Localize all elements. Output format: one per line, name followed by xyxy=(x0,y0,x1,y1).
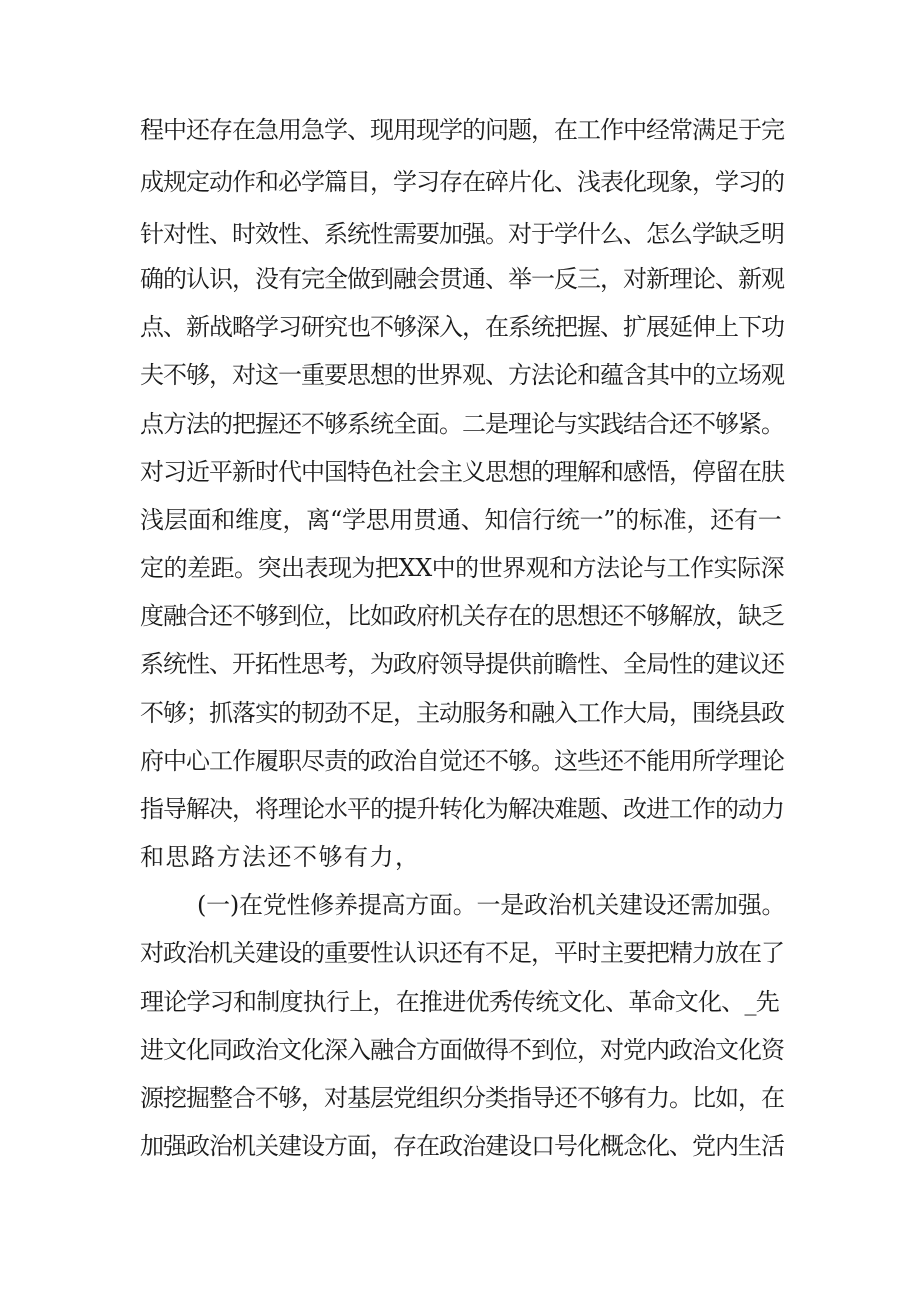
text-line: 成规定动作和必学篇目，学习存在碎片化、浅表化现象，学习的 xyxy=(140,168,784,196)
text-line: 系统性、开拓性思考，为政府领导提供前瞻性、全局性的建议还 xyxy=(140,650,784,678)
text-line: 浅层面和维度，离“学思用贯通、知信行统一”的标准，还有一 xyxy=(140,506,782,534)
text-line: 点方法的把握还不够系统全面。二是理论与实践结合还不够紧。 xyxy=(140,410,784,438)
text-line: 理论学习和制度执行上，在推进优秀传统文化、革命文化、_先 xyxy=(140,988,779,1016)
text-line: 加强政治机关建设方面，存在政治建设口号化概念化、党内生活 xyxy=(140,1132,784,1160)
text-line: 和思路方法还不够有力， xyxy=(140,843,421,871)
text-line: 源挖掘整合不够，对基层党组织分类指导还不够有力。比如，在 xyxy=(140,1084,784,1112)
text-line: 点、新战略学习研究也不够深入，在系统把握、扩展延伸上下功 xyxy=(140,313,784,341)
text-line: 不够；抓落实的韧劲不足，主动服务和融入工作大局，围绕县政 xyxy=(140,699,784,727)
text-line: 针对性、时效性、系统性需要加强。对于学什么、怎么学缺乏明 xyxy=(140,220,784,248)
text-line: 对习近平新时代中国特色社会主义思想的理解和感悟，停留在肤 xyxy=(140,458,784,486)
text-line: 度融合还不够到位，比如政府机关存在的思想还不够解放，缺乏 xyxy=(140,602,784,630)
text-line: 程中还存在急用急学、现用现学的问题，在工作中经常满足于完 xyxy=(140,116,784,144)
text-line: 指导解决，将理论水平的提升转化为解决难题、改进工作的动力 xyxy=(140,795,784,823)
text-line: 进文化同政治文化深入融合方面做得不到位，对党内政治文化资 xyxy=(140,1036,784,1064)
text-line: 对政治机关建设的重要性认识还有不足，平时主要把精力放在了 xyxy=(140,939,784,967)
section-heading-line: (一)在党性修养提高方面。一是政治机关建设还需加强。 xyxy=(197,891,786,919)
text-line: 府中心工作履职尽责的政治自觉还不够。这些还不能用所学理论 xyxy=(140,747,784,775)
text-line: 定的差距。突出表现为把XX中的世界观和方法论与工作实际深 xyxy=(140,554,785,582)
text-line: 确的认识，没有完全做到融会贯通、举一反三，对新理论、新观 xyxy=(140,265,784,293)
text-line: 夫不够，对这一重要思想的世界观、方法论和蕴含其中的立场观 xyxy=(140,361,784,389)
